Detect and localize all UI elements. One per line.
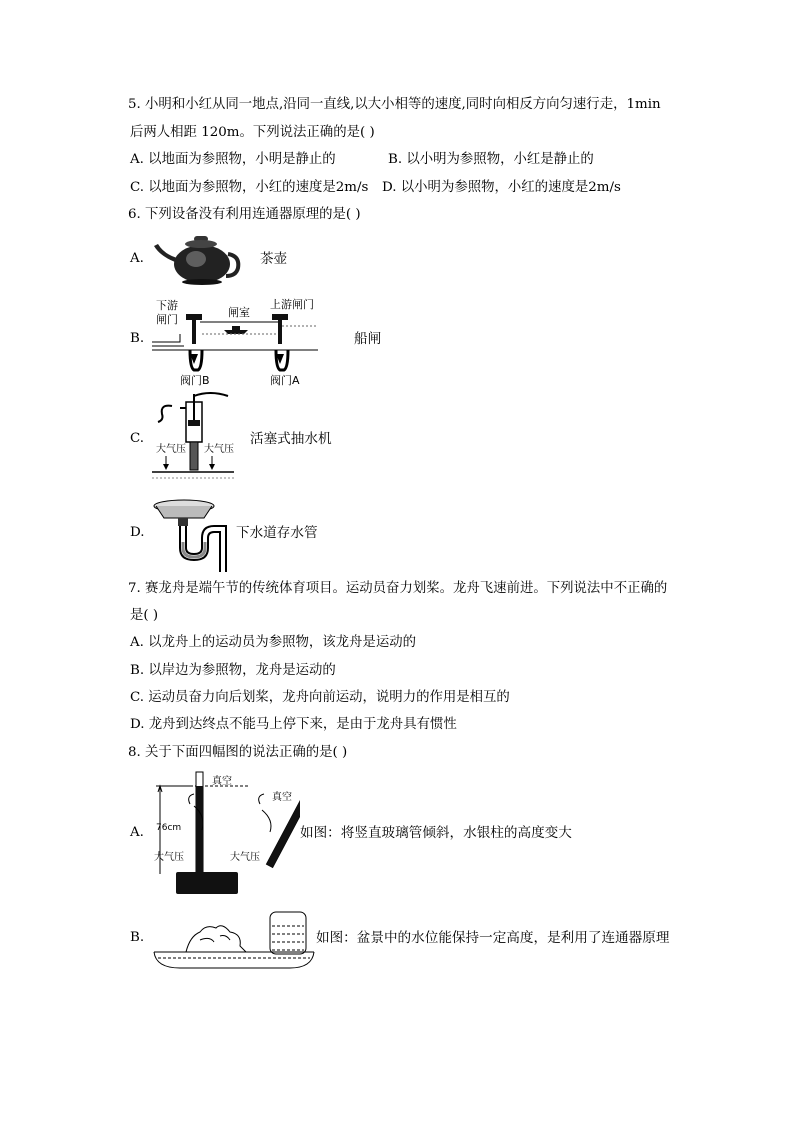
q5-option-d: D. 以小明为参照物，小红的速度是2m/s — [382, 180, 621, 195]
bonsai-water-figure — [150, 906, 316, 970]
q6-option-d-letter: D. — [130, 525, 145, 540]
q5-stem-line1: 5. 小明和小红从同一地点,沿同一直线,以大小相等的速度,同时向相反方向匀速行走，1min — [128, 97, 661, 112]
piston-pump-figure — [150, 392, 236, 488]
label-atm-1: 大气压 — [154, 852, 184, 863]
label-76cm: 76cm — [156, 823, 182, 833]
q7-stem-line1: 7. 赛龙舟是端午节的传统体育项目。运动员奋力划桨。龙舟飞速前进。下列说法中不正确的 — [128, 581, 668, 596]
label-valve-a: 阀门A — [270, 374, 300, 386]
q8-stem: 8. 关于下面四幅图的说法正确的是( ) — [128, 745, 348, 760]
q7-option-d: D. 龙舟到达终点不能马上停下来，是由于龙舟具有惯性 — [130, 717, 457, 732]
q8-option-a-caption: 如图：将竖直玻璃管倾斜，水银柱的高度变大 — [300, 825, 572, 841]
q8-option-b-caption: 如图：盆景中的水位能保持一定高度，是利用了连通器原理 — [316, 930, 670, 946]
label-downstream-gate-line2: 闸门 — [156, 313, 178, 326]
label-lock-chamber: 闸室 — [228, 306, 250, 319]
q6-option-c-letter: C. — [130, 431, 145, 446]
ship-lock-figure — [150, 294, 322, 386]
label-atm-left: 大气压 — [156, 444, 186, 455]
q5-option-a: A. 以地面为参照物，小明是静止的 — [130, 152, 336, 167]
teapot-figure — [150, 232, 242, 288]
label-vacuum-2: 真空 — [272, 792, 292, 803]
label-atm-2: 大气压 — [230, 852, 260, 863]
q8-option-a-letter: A. — [130, 825, 144, 840]
q5-option-b: B. 以小明为参照物，小红是静止的 — [388, 152, 594, 167]
label-valve-b: 阀门B — [180, 374, 210, 386]
label-atm-right: 大气压 — [204, 444, 234, 455]
label-downstream-gate-line1: 下游 — [156, 299, 178, 312]
q8-option-b-letter: B. — [130, 930, 145, 945]
sink-trap-figure — [150, 496, 232, 572]
q6-stem: 6. 下列设备没有利用连通器原理的是( ) — [128, 207, 361, 222]
q7-stem-line2: 是( ) — [130, 608, 159, 623]
torricelli-figure — [150, 770, 300, 898]
q5-option-c: C. 以地面为参照物，小红的速度是2m/s — [130, 180, 369, 195]
label-vacuum-1: 真空 — [212, 776, 232, 787]
q6-option-b-letter: B. — [130, 331, 145, 346]
q7-option-a: A. 以龙舟上的运动员为参照物，该龙舟是运动的 — [130, 635, 416, 650]
q6-option-c-caption: 活塞式抽水机 — [250, 431, 332, 447]
q5-stem-line2: 后两人相距 120m。下列说法正确的是( ) — [130, 125, 375, 140]
q6-option-d-caption: 下水道存水管 — [236, 525, 318, 541]
label-upstream-gate: 上游闸门 — [270, 298, 314, 311]
q6-option-a-letter: A. — [130, 251, 144, 266]
q6-option-b-caption: 船闸 — [354, 331, 382, 347]
q6-option-a-caption: 茶壶 — [260, 251, 288, 267]
q7-option-b: B. 以岸边为参照物，龙舟是运动的 — [130, 663, 336, 678]
q7-option-c: C. 运动员奋力向后划桨，龙舟向前运动，说明力的作用是相互的 — [130, 690, 510, 705]
